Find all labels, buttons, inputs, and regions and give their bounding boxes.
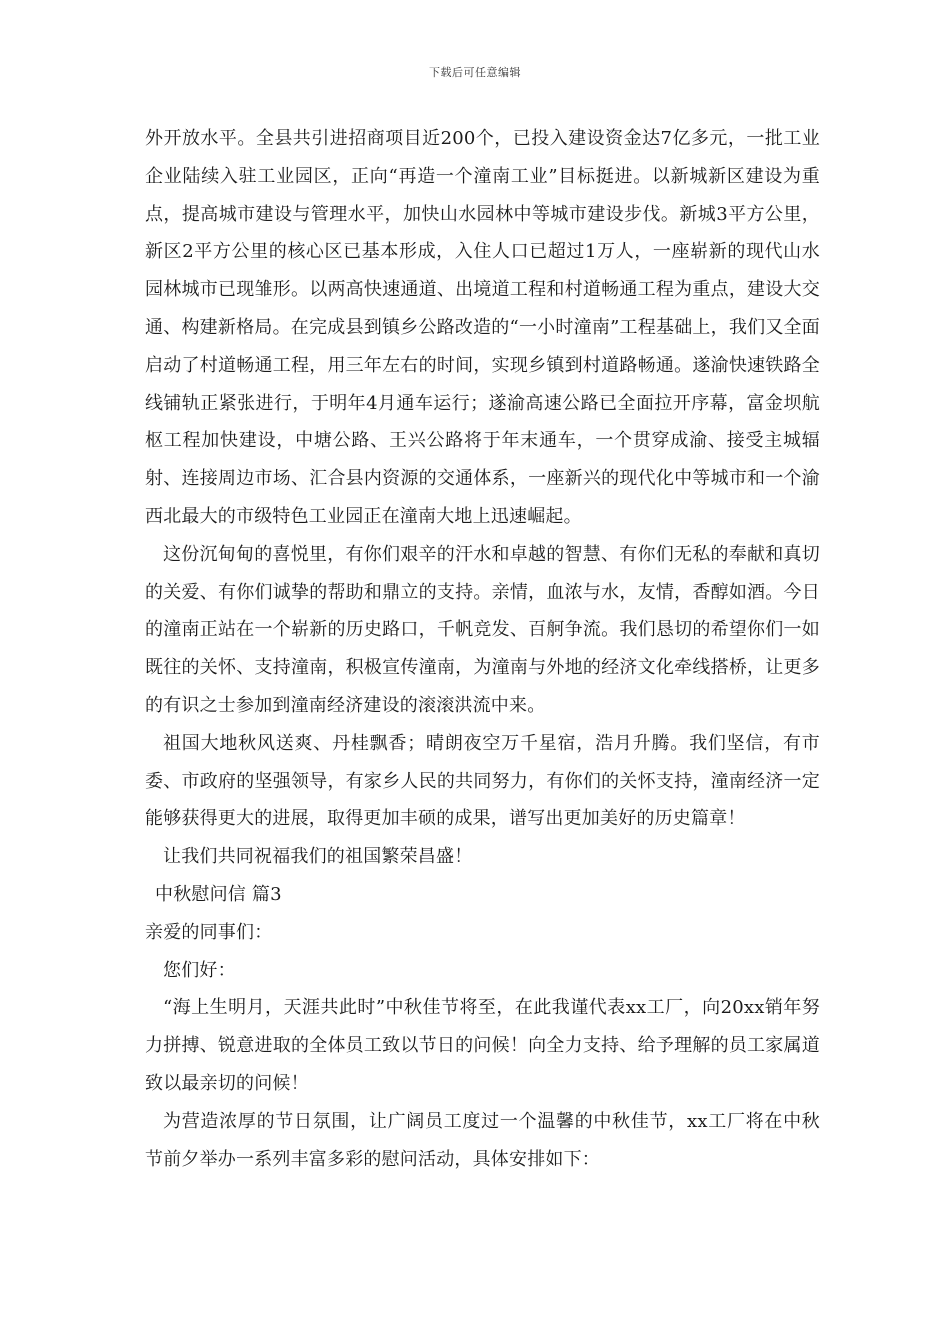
section-title: 中秋慰问信 篇3 — [155, 883, 282, 905]
paragraph-festival-greeting: “海上生明月，天涯共此时”中秋佳节将至，在此我谨代表xx工厂，向20xx销年努力拼搏、锐意进取的全体员工致以节日的问候！向全力支持、给予理解的员工家属道致以最亲切的问候！ — [145, 997, 820, 1094]
paragraph-continuation: 外开放水平。全县共引进招商项目近200个，已投入建设资金达7亿多元，一批工业企业陆续入驻工业园区，正向“再造一个潼南工业”目标挺进。以新城新区建设为重点，提高城市建设与管理水平，加快山水园林中等城市建设步伐。新城3平方公里，新区2平方公里的核心区已基本形成，入住人口已超过1万人，一座崭新的现代山水园林城市已现雏形。以两高快速通道、出境道工程和村道畅通工程为重点，建设大交通、构建新格局。在完成县到镇乡公路改造的“一小时潼南”工程基础上，我们又全面启动了村道畅通工程，用三年左右的时间，实现乡镇到村道路畅通。遂渝快速铁路全线铺轨正紧张进行，于明年4月通车运行；遂渝高速公路已全面拉开序幕，富金坝航枢工程加快建设，中塘公路、王兴公路将于年末通车，一个贯穿成渝、接受主城辐射、连接周边市场、汇合县内资源的交通体系，一座新兴的现代化中等城市和一个渝西北最大的市级特色工业园正在潼南大地上迅速崛起。 — [145, 128, 820, 527]
paragraph-gratitude: 这份沉甸甸的喜悦里，有你们艰辛的汗水和卓越的智慧、有你们无私的奉献和真切的关爱、有你们诚挚的帮助和鼎立的支持。亲情，血浓与水，友情，香醇如酒。今日的潼南正站在一个崭新的历史路口，千帆竞发、百舸争流。我们恳切的希望你们一如既往的关怀、支持潼南，积极宣传潼南，为潼南与外地的经济文化牵线搭桥，让更多的有识之士参加到潼南经济建设的滚滚洪流中来。 — [145, 543, 820, 716]
paragraph-blessing: 让我们共同祝福我们的祖国繁荣昌盛！ — [163, 846, 473, 868]
page-header-note: 下载后可任意编辑 — [429, 66, 521, 79]
document-body — [145, 120, 820, 1178]
greeting: 您们好： — [163, 959, 236, 981]
paragraph-activities: 为营造浓厚的节日氛围，让广阔员工度过一个温馨的中秋佳节，xx工厂将在中秋节前夕举办一系列丰富多彩的慰问活动，具体安排如下： — [145, 1110, 820, 1170]
paragraph-autumn: 祖国大地秋风送爽、丹桂飘香；晴朗夜空万千星宿，浩月升腾。我们坚信，有市委、市政府的坚强领导，有家乡人民的共同努力，有你们的关怀支持，潼南经济一定能够获得更大的进展，取得更加丰硕的成果，谱写出更加美好的历史篇章！ — [145, 732, 820, 830]
salutation: 亲爱的同事们： — [145, 921, 273, 943]
